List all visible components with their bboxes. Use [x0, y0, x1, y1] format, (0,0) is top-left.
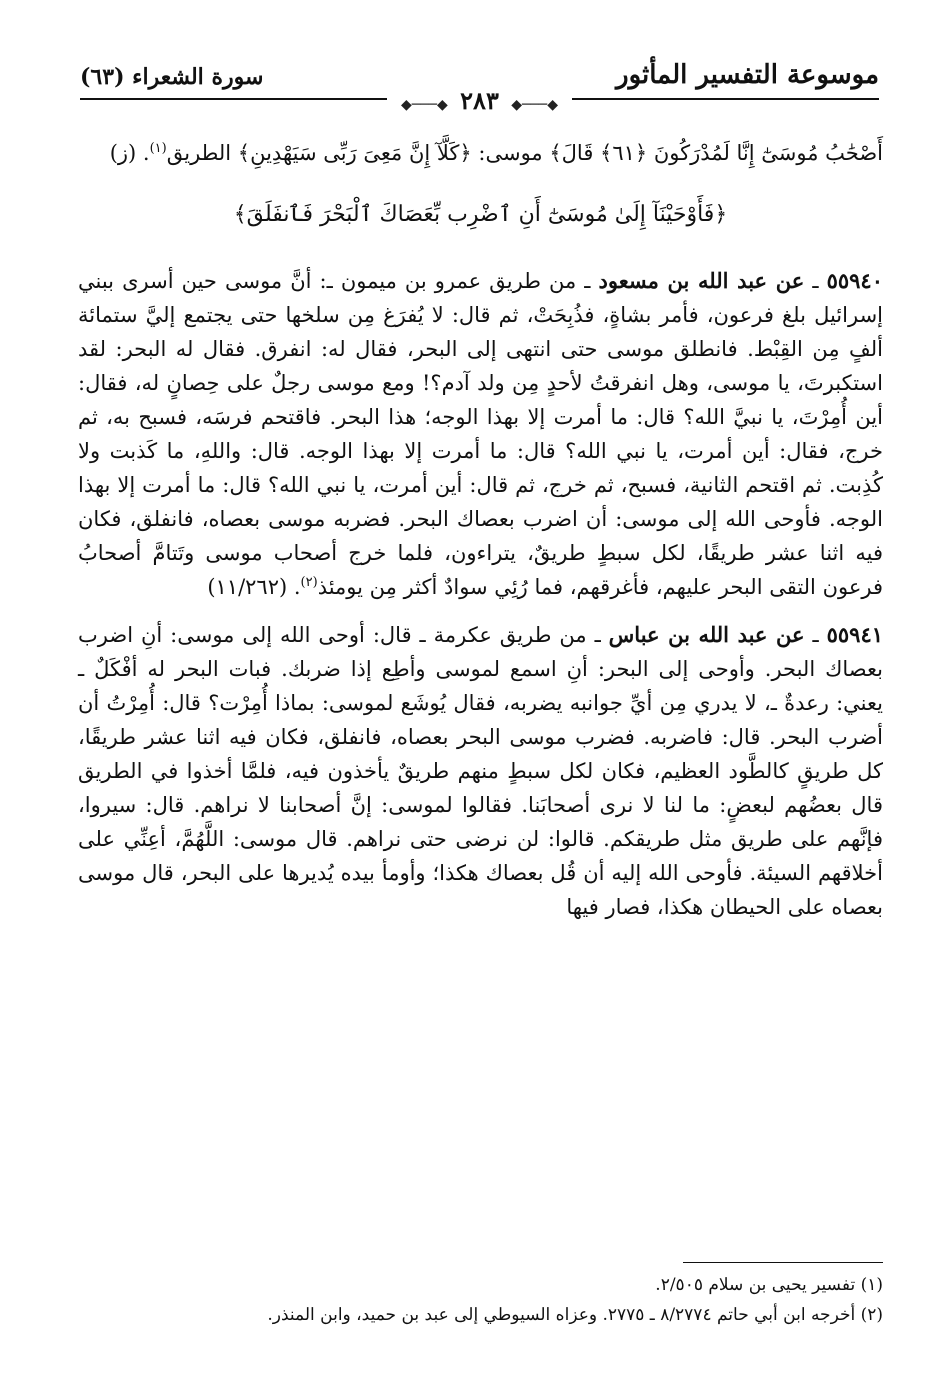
hadith-number: ٥٥٩٤١	[826, 622, 884, 647]
hadith-text: ـ من طريق عكرمة ـ قال: أوحى الله إلى موسى: أنِ اضرب بعصاك البحر. وأوحى إلى البحر: أنِ اسمع لموسى وأطِع إذا ضربك. فبات البحر له أفْكَلٌ ـ يعني: رعدةٌ ـ، لا يدري مِن أيِّ جوانبه يضربه، فقال يُوشَع لموسى: بماذا أُمِرْت؟ قال: أُمِرْتُ أن أضرب البحر. قال: فاضربه. فضرب موسى البحر بعصاه، فانفلق، فكان فيه اثنا عشر طريقًا، كل طريقٍ كالطَّود العظيم، فكان لكل سبطٍ منهم طريقٌ يأخذون فيه، فلمَّا أخذوا في الطريق قال بعضُهم لبعضٍ: ما لنا لا نرى أصحابَنا. فقالوا لموسى: إنَّ أصحابنا لا نراهم. قال: سيروا، فإنَّهم على طريق مثل طريقكم. قالوا: لن نرضى حتى نراهم. قال موسى: اللَّهُمَّ، أعِنِّي على أخلاقهم السيئة. فأوحى الله إليه أن قُل بعصاك هكذا؛ وأومأ بيده يُديرها على البحر، قال موسى بعصاه على الحيطان هكذا، فصار فيها	[78, 623, 883, 919]
footnote: (١) تفسير يحيى بن سلام ٢/٥٠٥.	[655, 1275, 883, 1295]
book-title: موسوعة التفسير المأثور	[616, 60, 879, 90]
hadith-paragraph: ٥٥٩٤٠ ـ عن عبد الله بن مسعود ـ من طريق عمرو بن ميمون ـ: أنَّ موسى حين أسرى ببني إسرائيل بلغ فرعون، فأمر بشاةٍ، فذُبِحَتْ، ثم قال: لا يُفرَغ مِن سلخها حتى يجتمع إليَّ ستمائة ألفٍ مِن القِبْط. فانطلق موسى حتى انتهى إلى البحر، فقال له: انفرق. فقال له البحر: لقد استكبرتَ، يا موسى، وهل انفرقتُ لأحدٍ مِن ولد آدم؟! ومع موسى رجلٌ على حِصانٍ له، فقال: أين أُمِرْتَ، يا نبيَّ الله؟ قال: ما أمرت إلا بهذا الوجه؛ هذا البحر. فاقتحم فرسَه، فسبح به، ثم خرج، فقال: أين أمرت، يا نبي الله؟ قال: ما أمرت إلا بهذا الوجه. قال: واللهِ، ما كَذبت ولا كُذِبت. ثم اقتحم الثانية، فسبح، ثم خرج، ثم قال: أين أمرت، يا نبي الله؟ قال: ما أمرت إلا بهذا الوجه. فأوحى الله إلى موسى: أن اضرب بعصاك البحر. فضربه موسى بعصاه، فانفلق، فكان فيه اثنا عشر طريقًا، لكل سبطٍ طريقٌ، يتراءون، فلما خرج أصحاب موسى وتَتامَّ أصحابُ فرعون التقى البحر عليهم، فأغرقهم، فما رُئِي سوادٌ أكثر مِن يومئذ$^{(٢)}$. (١١/٢٦٢)	[78, 268, 883, 599]
verse-line	[78, 136, 883, 170]
footnote-mark: (٢)	[300, 575, 318, 590]
verse-line-tail: . (ز)	[109, 141, 150, 165]
narrator: عن عبد الله بن عباس	[608, 622, 805, 647]
hadith-text: ـ من طريق عمرو بن ميمون ـ: أنَّ موسى حين أسرى ببني إسرائيل بلغ فرعون، فأمر بشاةٍ، فذُبِحَتْ، ثم قال: لا يُفرَغ مِن سلخها حتى يجتمع إليَّ ستمائة ألفٍ مِن القِبْط. فانطلق موسى حتى انتهى إلى البحر، فقال له: انفرق. فقال له البحر: لقد استكبرتَ، يا موسى، وهل انفرقتُ لأحدٍ مِن ولد آدم؟! ومع موسى رجلٌ على حِصانٍ له، فقال: أين أُمِرْتَ، يا نبيَّ الله؟ قال: ما أمرت إلا بهذا الوجه؛ هذا البحر. فاقتحم فرسَه، فسبح به، ثم خرج، فقال: أين أمرت، يا نبي الله؟ قال: ما أمرت إلا بهذا الوجه. قال: واللهِ، ما كَذبت ولا كُذِبت. ثم اقتحم الثانية، فسبح، ثم خرج، ثم قال: أين أمرت، يا نبي الله؟ قال: ما أمرت إلا بهذا الوجه. فأوحى الله إلى موسى: أن اضرب بعصاك البحر. فضربه موسى بعصاه، فانفلق، فكان فيه اثنا عشر طريقًا، لكل سبطٍ طريقٌ، يتراءون، فلما خرج أصحاب موسى وتَتامَّ أصحابُ فرعون التقى البحر عليهم، فأغرقهم، فما رُئِي سوادٌ أكثر مِن يومئذ	[78, 269, 883, 599]
ornament-right-icon: ◆───◆	[511, 97, 559, 113]
footnote-rule	[683, 1262, 883, 1263]
hadith-paragraph: ٥٥٩٤١ ـ عن عبد الله بن عباس ـ من طريق عكرمة ـ قال: أوحى الله إلى موسى: أنِ اضرب بعصاك البحر. وأوحى إلى البحر: أنِ اسمع لموسى وأطِع إذا ضربك. فبات البحر له أفْكَلٌ ـ يعني: رعدةٌ ـ، لا يدري مِن أيِّ جوانبه يضربه، فقال يُوشَع لموسى: بماذا أُمِرْت؟ قال: أُمِرْتُ أن أضرب البحر. قال: فاضربه. فضرب موسى البحر بعصاه، فانفلق، فكان فيه اثنا عشر طريقًا، كل طريقٍ كالطَّود العظيم، فكان لكل سبطٍ منهم طريقٌ يأخذون فيه، فلمَّا أخذوا في الطريق قال بعضُهم لبعضٍ: ما لنا لا نرى أصحابَنا. فقالوا لموسى: إنَّ أصحابنا لا نراهم. قال: سيروا، فإنَّهم على طريق مثل طريقكم. قالوا: لن نرضى حتى نراهم. قال موسى: اللَّهُمَّ، أعِنِّي على أخلاقهم السيئة. فأوحى الله إليه أن قُل بعصاك هكذا؛ وأومأ بيده يُديرها على البحر، قال موسى بعصاه على الحيطان هكذا، فصار فيها	[78, 622, 884, 919]
hadith-reference: . (١١/٢٦٢)	[207, 575, 301, 599]
footnotes	[78, 1270, 883, 1330]
ornament-left-icon: ◆───◆	[400, 97, 448, 113]
body-text	[78, 136, 883, 938]
footnote-mark: (١)	[149, 141, 167, 156]
footnote: (٢) أخرجه ابن أبي حاتم ٨/٢٧٧٤ ـ ٢٧٧٥. وعزاه السيوطي إلى عبد بن حميد، وابن المنذر.	[267, 1305, 883, 1325]
verse-line-text: أَصْحَٰبُ مُوسَىٰٓ إِنَّا لَمُدْرَكُونَ ﴿٦١﴾ قَالَ﴾ موسى: ﴿كَلَّآ إِنَّ مَعِىَ رَبِّى سَيَهْدِينِ﴾ الطريق	[166, 141, 883, 165]
page-number: ٢٨٣	[460, 86, 499, 115]
surah-label: سورة الشعراء (٦٣)	[80, 64, 264, 90]
quran-verse: ﴿فَأَوْحَيْنَآ إِلَىٰ مُوسَىٰٓ أَنِ ٱضْرِب بِّعَصَاكَ ٱلْبَحْرَ فَٱنفَلَقَ﴾	[233, 202, 728, 227]
narrator: عن عبد الله بن مسعود	[598, 268, 805, 293]
page-number-box	[387, 86, 572, 115]
page-header	[80, 60, 879, 116]
hadith-number: ٥٥٩٤٠	[826, 268, 883, 293]
